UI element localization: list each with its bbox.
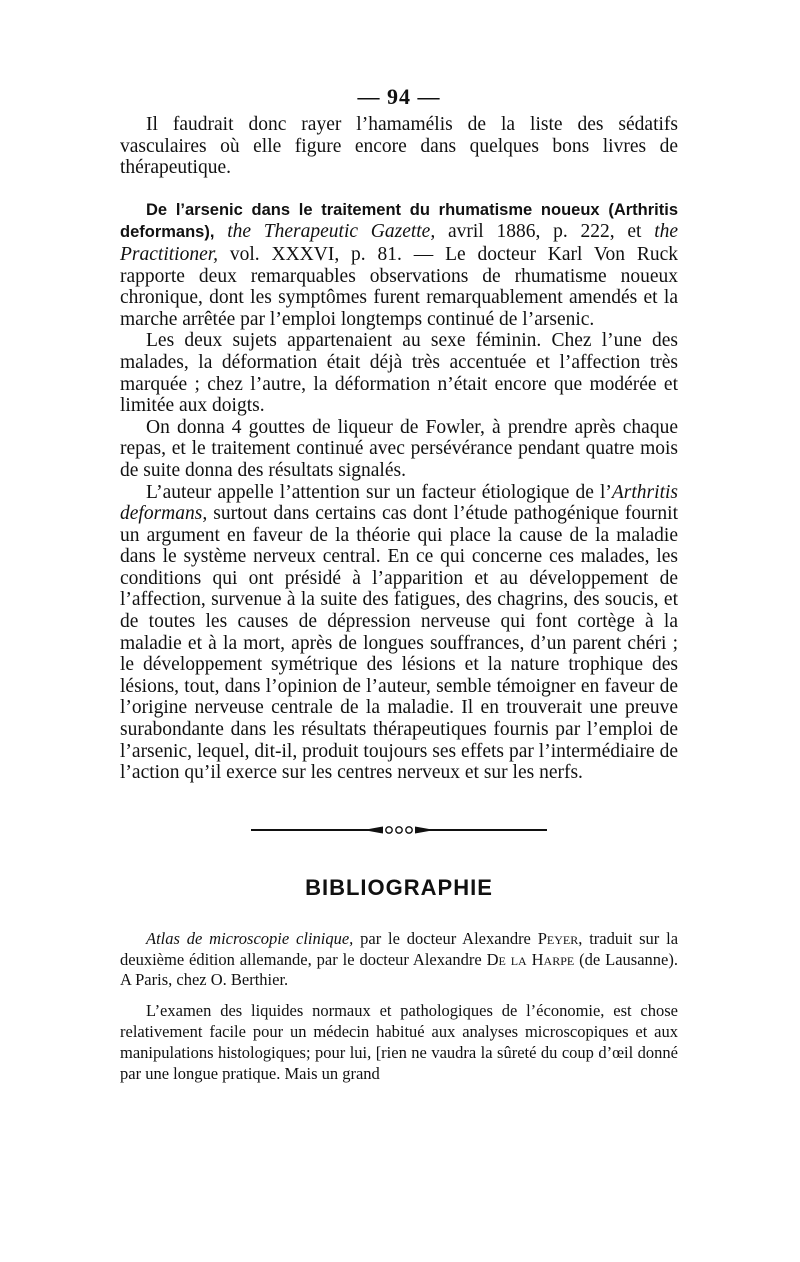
page-number: — 94 — <box>357 84 441 109</box>
article-source-1: the Therapeutic Gazette, <box>227 221 436 243</box>
paragraph-4-rest: surtout dans certains cas dont l’étude pathogénique fournit un argument en faveur de la théorie qui place la cause de la maladie dans le système nerveux central. En ce qui concerne ces malades, les conditions qui ont présidé à l’apparition et au développement de l’affection, survenue à la suite des fatigues, des chagrins, des soucis, et de toutes les causes de dépression nerveuse qui font cortège à la maladie et à la mort, après de longues souffrances, d’un parent chéri ; le développement symétrique des lésions et la nature trophique des lésions, tout, dans l’opinion de l’auteur, semble témoigner en faveur de l’origine nerveuse centrale de la maladie. Il en trouverait une preuve surabondante dans les résultats thérapeutiques fournis par l’emploi de l’arsenic, lequel, dit-il, produit toujours ses effets par l’intermédiaire de l’action qu’il exerce sur les centres nerveux et sur les nerfs. <box>120 503 679 784</box>
book-title: Atlas de microscopie clinique, <box>146 928 354 948</box>
article-ref-1: avril 1886, p. 222, et <box>447 221 642 243</box>
bibliography-text-c: (de Lausanne). A Paris, chez O. Berthier. <box>120 949 678 990</box>
bibliography-text-a: par le docteur Alexandre <box>360 928 531 948</box>
article-title: De l’arsenic dans le traitement du rhumatisme noueux (Arthritis deformans), <box>120 200 678 242</box>
article-paragraph <box>120 199 678 331</box>
article-ref-2: vol. XXXVI, p. 81. — Le docteur Karl Von Ruck rapporte deux remarquables observations de rhumatisme noueux chronique, dont les symptômes furent remarquablement amendés et la marche arrêtée par l’emploi longtemps continué de l’arsenic. <box>120 243 678 330</box>
bibliography-text-b: traduit sur la deuxième édition allemande, par le docteur Alexandre <box>120 928 679 969</box>
paragraph-3: On donna 4 gouttes de liqueur de Fowler, à prendre après chaque repas, et le traitement continué avec persévérance pendant quatre mois de suite donna des résultats signalés. <box>120 416 678 481</box>
ornament-icon <box>369 826 429 834</box>
section-heading: BIBLIOGRAPHIE <box>305 874 493 900</box>
paragraph-4-start: L’auteur appelle l’attention sur un facteur étiologique de l’ <box>146 481 612 503</box>
paragraph-2: Les deux sujets appartenaient au sexe féminin. Chez l’une des malades, la déformation était déjà très accentuée et l’affection très marquée ; chez l’autre, la déformation n’était encore que modérée et limitée aux doigts. <box>120 330 678 417</box>
bibliography-entry <box>120 929 678 991</box>
bibliography-paragraph: L’examen des liquides normaux et pathologiques de l’économie, est chose relativement facile pour un médecin habitué aux analyses microscopiques et aux manipulations histologiques; pour lui, [rien ne vaudra la sûreté du coup d’œil donné par une longue pratique. Mais un grand <box>120 1001 678 1083</box>
page <box>120 84 678 1084</box>
paragraph-4-italic: Arthritis deformans, <box>120 481 678 525</box>
article-source-2: the Practitioner, <box>120 221 679 265</box>
ornament-divider <box>251 825 547 835</box>
book-translator: De la Harpe <box>486 949 575 969</box>
book-author: Peyer, <box>537 928 583 948</box>
paragraph-4 <box>120 482 678 784</box>
intro-paragraph: Il faudrait donc rayer l’hamamélis de la liste des sédatifs vasculaires où elle figure encore dans quelques bons livres de thérapeutique. <box>120 114 678 179</box>
